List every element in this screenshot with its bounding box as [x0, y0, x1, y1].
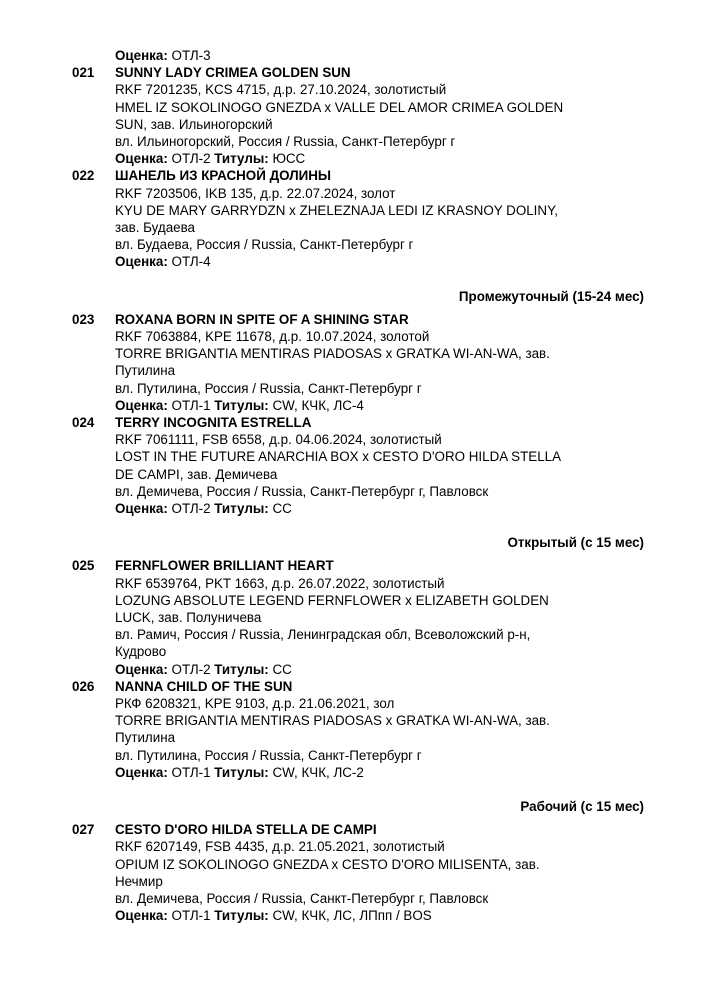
entry: [0, 64, 704, 167]
dog-name: TERRY INCOGNITA ESTRELLA: [115, 414, 312, 430]
registration-line: RKF 7061111, FSB 6558, д.р. 04.06.2024, золотистый: [115, 432, 442, 448]
grade-label: Оценка:: [115, 908, 168, 924]
grade-row: [0, 150, 704, 167]
pedigree-line: LOST IN THE FUTURE ANARCHIA BOX x CESTO D'ORO HILDA STELLA: [115, 449, 562, 465]
pedigree-line: TORRE BRIGANTIA MENTIRAS PIADOSAS x GRATKA WI-AN-WA, зав.: [115, 346, 550, 362]
owner-line: вл. Ильиногорский, Россия / Russia, Санкт-Петербург г: [115, 133, 456, 149]
registration-line: RKF 7063884, KPE 11678, д.р. 10.07.2024, золотой: [115, 329, 430, 344]
registration-line: RKF 7201235, KCS 4715, д.р. 27.10.2024, золотистый: [115, 82, 447, 98]
grade-value: ОТЛ-2: [171, 500, 211, 516]
grade-label: Оценка:: [115, 764, 168, 780]
entry: [0, 678, 704, 781]
owner-line: вл. Путилина, Россия / Russia, Санкт-Петербург г: [115, 380, 422, 396]
titles-value: СС: [272, 661, 292, 677]
dog-name: CESTO D'ORO HILDA STELLA DE CAMPI: [115, 822, 377, 838]
owner-line: вл. Демичева, Россия / Russia, Санкт-Петербург г, Павловск: [115, 891, 489, 906]
entry: [0, 311, 704, 414]
entry-number: 024: [72, 414, 95, 430]
titles-label: Титулы:: [214, 661, 269, 677]
pedigree-line: KYU DE MARY GARRYDZN x ZHELEZNAJA LEDI IZ KRASNOY DOLINY,: [115, 202, 558, 218]
grade-row: [0, 764, 704, 781]
catalog-page: [0, 47, 704, 924]
registration-line: RKF 7203506, IKB 135, д.р. 22.07.2024, золот: [115, 185, 396, 201]
grade-label: Оценка:: [115, 500, 168, 516]
grade-value: ОТЛ-2: [171, 661, 211, 677]
grade-label: Оценка:: [115, 661, 168, 677]
grade-label: Оценка:: [115, 254, 168, 270]
entry-number: 023: [72, 311, 95, 327]
grade-row: [0, 47, 704, 64]
dog-name: ROXANA BORN IN SPITE OF A SHINING STAR: [115, 311, 409, 327]
dog-name: NANNA CHILD OF THE SUN: [115, 678, 293, 694]
owner-line: вл. Демичева, Россия / Russia, Санкт-Петербург г, Павловск: [115, 483, 489, 499]
titles-label: Титулы:: [214, 908, 269, 924]
entry: [0, 414, 704, 517]
grade-value: ОТЛ-1: [171, 397, 211, 413]
entry-number: 021: [72, 65, 95, 81]
grade-row: [0, 661, 704, 678]
pedigree-line: LOZUNG ABSOLUTE LEGEND FERNFLOWER x ELIZABETH GOLDEN: [115, 592, 549, 608]
section-heading: Промежуточный (15-24 мес): [458, 288, 644, 304]
pedigree-line: LUCK, зав. Полуничева: [115, 610, 262, 625]
titles-label: Титулы:: [214, 764, 269, 780]
grade-value: ОТЛ-4: [171, 254, 211, 270]
owner-line: вл. Рамич, Россия / Russia, Ленинградская обл, Всеволожский р-н,: [115, 627, 531, 643]
pedigree-line: Нечмир: [115, 873, 163, 889]
titles-value: ЮСС: [272, 151, 306, 167]
pedigree-line: DE CAMPI, зав. Демичева: [115, 466, 278, 482]
registration-line: RKF 6539764, PKT 1663, д.р. 26.07.2022, золотистый: [115, 575, 445, 591]
pedigree-line: HMEL IZ SOKOLINOGO GNEZDA x VALLE DEL AMOR CRIMEA GOLDEN: [115, 99, 564, 115]
titles-label: Титулы:: [214, 500, 269, 516]
grade-row: [0, 253, 704, 270]
owner-line: вл. Будаева, Россия / Russia, Санкт-Петербург г: [115, 237, 414, 253]
pedigree-line: Путилина: [115, 730, 176, 746]
section-heading: Рабочий (с 15 мес): [520, 799, 644, 815]
grade-value: ОТЛ-1: [171, 764, 211, 780]
grade-value: ОТЛ-1: [171, 908, 211, 924]
pedigree-line: SUN, зав. Ильиногорский: [115, 116, 273, 132]
titles-value: CW, КЧК, ЛС-2: [272, 764, 364, 780]
entry-number: 025: [72, 558, 95, 574]
dog-name: SUNNY LADY CRIMEA GOLDEN SUN: [115, 65, 351, 81]
grade-row: [0, 397, 704, 414]
entry: [0, 821, 704, 924]
pedigree-line: зав. Будаева: [115, 219, 196, 235]
pedigree-line: OPIUM IZ SOKOLINOGO GNEZDA x CESTO D'ORO MILISENTA, зав.: [115, 856, 540, 872]
owner-line: Кудрово: [115, 644, 167, 660]
grade-row: [0, 907, 704, 924]
section-heading: Открытый (с 15 мес): [507, 535, 644, 551]
titles-value: СС: [272, 500, 292, 516]
pedigree-line: TORRE BRIGANTIA MENTIRAS PIADOSAS x GRATKA WI-AN-WA, зав.: [115, 713, 550, 729]
dog-name: FERNFLOWER BRILLIANT HEART: [115, 558, 334, 574]
registration-line: РКФ 6208321, KPE 9103, д.р. 21.06.2021, зол: [115, 695, 395, 711]
entry-number: 022: [72, 168, 95, 184]
grade-value: ОТЛ-2: [171, 151, 211, 167]
registration-line: RKF 6207149, FSB 4435, д.р. 21.05.2021, золотистый: [115, 839, 445, 855]
titles-value: CW, КЧК, ЛС, ЛПпп / BOS: [272, 908, 432, 924]
entry-number: 027: [72, 822, 95, 838]
entry-number: 026: [72, 678, 95, 694]
dog-name: ШАНЕЛЬ ИЗ КРАСНОЙ ДОЛИНЫ: [115, 168, 331, 184]
entry: [0, 167, 704, 270]
titles-value: CW, КЧК, ЛС-4: [272, 397, 364, 413]
pedigree-line: Путилина: [115, 363, 176, 379]
entry: [0, 557, 704, 677]
grade-label: Оценка:: [115, 48, 168, 63]
grade-row: [0, 500, 704, 517]
grade-label: Оценка:: [115, 151, 168, 167]
owner-line: вл. Путилина, Россия / Russia, Санкт-Петербург г: [115, 747, 422, 763]
titles-label: Титулы:: [214, 151, 269, 167]
grade-value: ОТЛ-3: [171, 48, 211, 63]
titles-label: Титулы:: [214, 397, 269, 413]
grade-label: Оценка:: [115, 397, 168, 413]
